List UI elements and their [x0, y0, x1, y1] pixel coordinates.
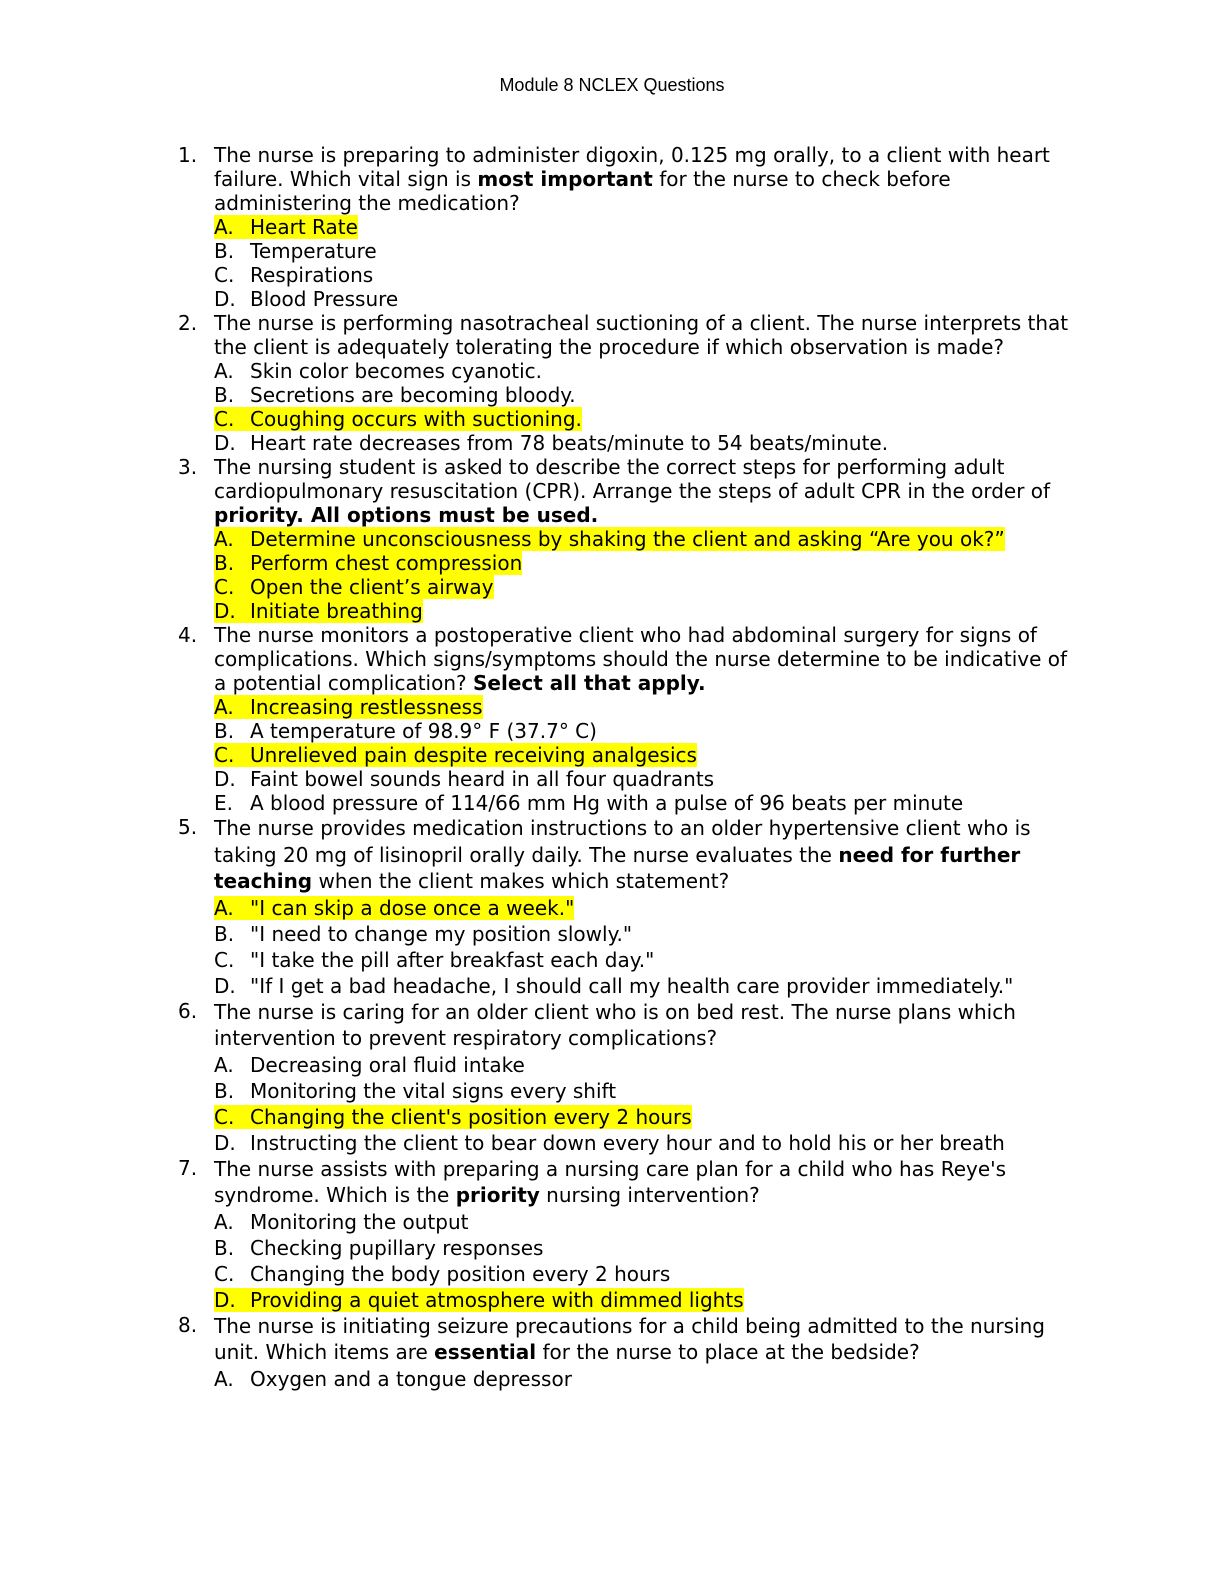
question-text: The nursing student is asked to describe the correct steps for performing adult cardiopulmonary resuscitation (CPR). Arrange the steps of adult CPR in the order of: [214, 455, 1051, 503]
answer-option-correct: [214, 895, 1074, 921]
question-number: 6.: [178, 998, 198, 1023]
question-stem: [214, 623, 1074, 695]
question-number: 3.: [178, 455, 198, 479]
answer-option: [214, 1235, 1074, 1261]
question-stem: [214, 455, 1074, 527]
option-text: Unrelieved pain despite receiving analgesics: [250, 743, 697, 767]
option-letter: C.: [214, 263, 235, 287]
question-stem: [214, 999, 1074, 1052]
answer-option-correct: [214, 575, 1074, 599]
option-text: Perform chest compression: [250, 551, 523, 575]
question-text: The nurse is caring for an older client who is on bed rest. The nurse plans which intervention to prevent respiratory complications?: [214, 999, 1016, 1050]
answer-content: [214, 383, 576, 407]
answer-options: [214, 695, 1074, 815]
question-item: [0, 623, 1074, 815]
option-letter: B.: [214, 1078, 235, 1103]
question-text: The nurse is initiating seizure precautions for a child being admitted to the nursing unit. Which items are: [214, 1313, 1045, 1364]
answer-option: [214, 263, 1074, 287]
option-text: Determine unconsciousness by shaking the client and asking “Are you ok?”: [250, 527, 1005, 551]
option-text: Faint bowel sounds heard in all four quadrants: [250, 767, 715, 791]
question-item: [0, 1156, 1074, 1313]
answer-content: [214, 239, 377, 263]
answer-options: [214, 895, 1074, 999]
answer-option-correct: [214, 215, 1074, 239]
question-text: for the nurse to place at the bedside?: [536, 1340, 920, 1364]
option-letter: A.: [214, 527, 234, 551]
option-letter: B.: [214, 921, 235, 946]
option-letter: D.: [214, 599, 236, 623]
answer-content: [214, 767, 714, 791]
answer-option: [214, 767, 1074, 791]
answer-option: [214, 1366, 1074, 1392]
answer-option: [214, 1261, 1074, 1287]
option-text: "If I get a bad headache, I should call my health care provider immediately.": [250, 973, 1014, 998]
option-letter: B.: [214, 239, 235, 263]
option-letter: A.: [214, 215, 234, 239]
answer-content: [214, 359, 542, 383]
option-letter: A.: [214, 695, 234, 719]
answer-content: [214, 1236, 543, 1260]
option-text: A temperature of 98.9° F (37.7° C): [250, 719, 597, 743]
answer-content: [214, 1367, 572, 1391]
question-text: The nurse monitors a postoperative client who had abdominal surgery for signs of complications. Which signs/symptoms should the nurse determine to be indicative of a potential complication?: [214, 623, 1068, 695]
answer-highlight: [214, 575, 494, 599]
option-letter: D.: [214, 1287, 236, 1312]
option-text: Monitoring the vital signs every shift: [250, 1078, 617, 1103]
question-number: 5.: [178, 815, 198, 839]
question-text: The nurse assists with preparing a nursing care plan for a child who has Reye's syndrome. Which is the: [214, 1156, 1007, 1207]
question-emphasis: essential: [434, 1340, 537, 1364]
question-item: [0, 143, 1074, 311]
question-text: for the nurse to check before administering the medication?: [214, 167, 951, 215]
question-number: 1.: [178, 143, 198, 167]
option-text: Heart rate decreases from 78 beats/minute to 54 beats/minute.: [250, 431, 889, 455]
answer-highlight: [214, 743, 697, 767]
answer-options: [214, 527, 1074, 623]
answer-highlight: [214, 896, 574, 920]
question-number: 7.: [178, 1155, 198, 1180]
option-letter: B.: [214, 551, 235, 575]
answer-option: [214, 791, 1074, 815]
option-text: A blood pressure of 114/66 mm Hg with a pulse of 96 beats per minute: [250, 791, 964, 815]
answer-content: [214, 1079, 616, 1103]
answer-option: [214, 239, 1074, 263]
document-title: Module 8 NCLEX Questions: [499, 75, 725, 95]
answer-option-correct: [214, 743, 1074, 767]
answer-content: [214, 922, 632, 946]
option-letter: B.: [214, 1235, 235, 1260]
question-text: The nurse provides medication instructions to an older hypertensive client who is taking 20 mg of lisinopril orally daily. The nurse evaluates the: [214, 816, 1031, 867]
option-letter: C.: [214, 575, 235, 599]
option-text: Coughing occurs with suctioning.: [250, 407, 582, 431]
option-text: Monitoring the output: [250, 1209, 469, 1234]
answer-content: [214, 1262, 670, 1286]
answer-highlight: [214, 407, 582, 431]
answer-option-correct: [214, 407, 1074, 431]
option-letter: D.: [214, 287, 236, 311]
option-letter: B.: [214, 719, 235, 743]
option-text: Temperature: [250, 239, 377, 263]
option-text: "I need to change my position slowly.": [250, 921, 633, 946]
option-text: Heart Rate: [250, 215, 358, 239]
option-text: Changing the body position every 2 hours: [250, 1261, 671, 1286]
question-number: 2.: [178, 311, 198, 335]
question-list: [0, 143, 1224, 1392]
option-letter: A.: [214, 1052, 234, 1077]
option-letter: A.: [214, 1209, 234, 1234]
option-letter: A.: [214, 895, 234, 920]
option-text: "I can skip a dose once a week.": [250, 895, 575, 920]
answer-option-correct: [214, 695, 1074, 719]
question-text: The nurse is preparing to administer digoxin, 0.125 mg orally, to a client with heart failure. Which vital sign is: [214, 143, 1050, 191]
question-item: [0, 999, 1074, 1156]
option-text: Skin color becomes cyanotic.: [250, 359, 543, 383]
answer-highlight: [214, 551, 522, 575]
answer-option-correct: [214, 551, 1074, 575]
option-text: Secretions are becoming bloody.: [250, 383, 576, 407]
answer-option: [214, 1130, 1074, 1156]
answer-options: [214, 1052, 1074, 1156]
question-item: [0, 815, 1074, 999]
question-item: [0, 311, 1074, 455]
option-text: Initiate breathing: [250, 599, 423, 623]
answer-options: [214, 215, 1074, 311]
answer-highlight: [214, 1105, 692, 1129]
option-text: "I take the pill after breakfast each day.": [250, 947, 655, 972]
option-letter: A.: [214, 1366, 234, 1391]
answer-content: [214, 1053, 525, 1077]
question-stem: [214, 1313, 1074, 1366]
answer-option: [214, 359, 1074, 383]
answer-highlight: [214, 1288, 744, 1312]
option-text: Oxygen and a tongue depressor: [250, 1366, 572, 1391]
option-text: Open the client’s airway: [250, 575, 494, 599]
answer-content: [214, 719, 597, 743]
answer-option: [214, 973, 1074, 999]
answer-highlight: [214, 215, 358, 239]
question-text: nursing intervention?: [539, 1183, 760, 1207]
question-stem: [214, 311, 1074, 359]
option-letter: D.: [214, 431, 236, 455]
question-number: 8.: [178, 1312, 198, 1337]
question-stem: [214, 815, 1074, 895]
answer-option: [214, 1052, 1074, 1078]
answer-content: [214, 263, 373, 287]
question-emphasis: most important: [477, 167, 653, 191]
option-text: Decreasing oral fluid intake: [250, 1052, 525, 1077]
option-text: Checking pupillary responses: [250, 1235, 544, 1260]
question-item: [0, 455, 1074, 623]
answer-option: [214, 947, 1074, 973]
answer-content: [214, 431, 888, 455]
answer-highlight: [214, 527, 1005, 551]
question-emphasis: Select all that apply.: [473, 671, 706, 695]
option-text: Blood Pressure: [250, 287, 399, 311]
answer-option: [214, 383, 1074, 407]
option-letter: D.: [214, 973, 236, 998]
option-letter: C.: [214, 407, 235, 431]
option-letter: A.: [214, 359, 234, 383]
option-letter: C.: [214, 947, 235, 972]
answer-highlight: [214, 695, 483, 719]
option-letter: D.: [214, 767, 236, 791]
answer-option: [214, 287, 1074, 311]
answer-content: [214, 1210, 468, 1234]
option-letter: E.: [214, 791, 233, 815]
option-text: Increasing restlessness: [250, 695, 483, 719]
answer-option-correct: [214, 527, 1074, 551]
answer-option: [214, 1078, 1074, 1104]
option-letter: C.: [214, 1104, 235, 1129]
option-text: Instructing the client to bear down every hour and to hold his or her breath: [250, 1130, 1005, 1155]
answer-content: [214, 1131, 1005, 1155]
answer-content: [214, 948, 654, 972]
answer-content: [214, 974, 1013, 998]
answer-option: [214, 719, 1074, 743]
question-stem: [214, 1156, 1074, 1209]
option-text: Changing the client's position every 2 hours: [250, 1104, 692, 1129]
question-emphasis: priority: [455, 1183, 540, 1207]
option-letter: C.: [214, 743, 235, 767]
option-letter: D.: [214, 1130, 236, 1155]
question-stem: [214, 143, 1074, 215]
option-letter: C.: [214, 1261, 235, 1286]
answer-options: [214, 1209, 1074, 1313]
answer-option: [214, 921, 1074, 947]
answer-options: [214, 1366, 1074, 1392]
answer-content: [214, 791, 963, 815]
question-text: when the client makes which statement?: [312, 869, 730, 893]
answer-options: [214, 359, 1074, 455]
question-emphasis: priority. All options must be used.: [214, 503, 599, 527]
question-item: [0, 1313, 1074, 1392]
question-emphasis: need for further teaching: [214, 842, 1021, 893]
answer-option-correct: [214, 1287, 1074, 1313]
answer-content: [214, 287, 398, 311]
answer-option: [214, 1209, 1074, 1235]
answer-highlight: [214, 599, 423, 623]
answer-option-correct: [214, 1104, 1074, 1130]
option-text: Providing a quiet atmosphere with dimmed lights: [250, 1287, 744, 1312]
answer-option-correct: [214, 599, 1074, 623]
option-text: Respirations: [250, 263, 374, 287]
option-letter: B.: [214, 383, 235, 407]
question-number: 4.: [178, 623, 198, 647]
question-text: The nurse is performing nasotracheal suctioning of a client. The nurse interprets that the client is adequately tolerating the procedure if which observation is made?: [214, 311, 1069, 359]
answer-option: [214, 431, 1074, 455]
